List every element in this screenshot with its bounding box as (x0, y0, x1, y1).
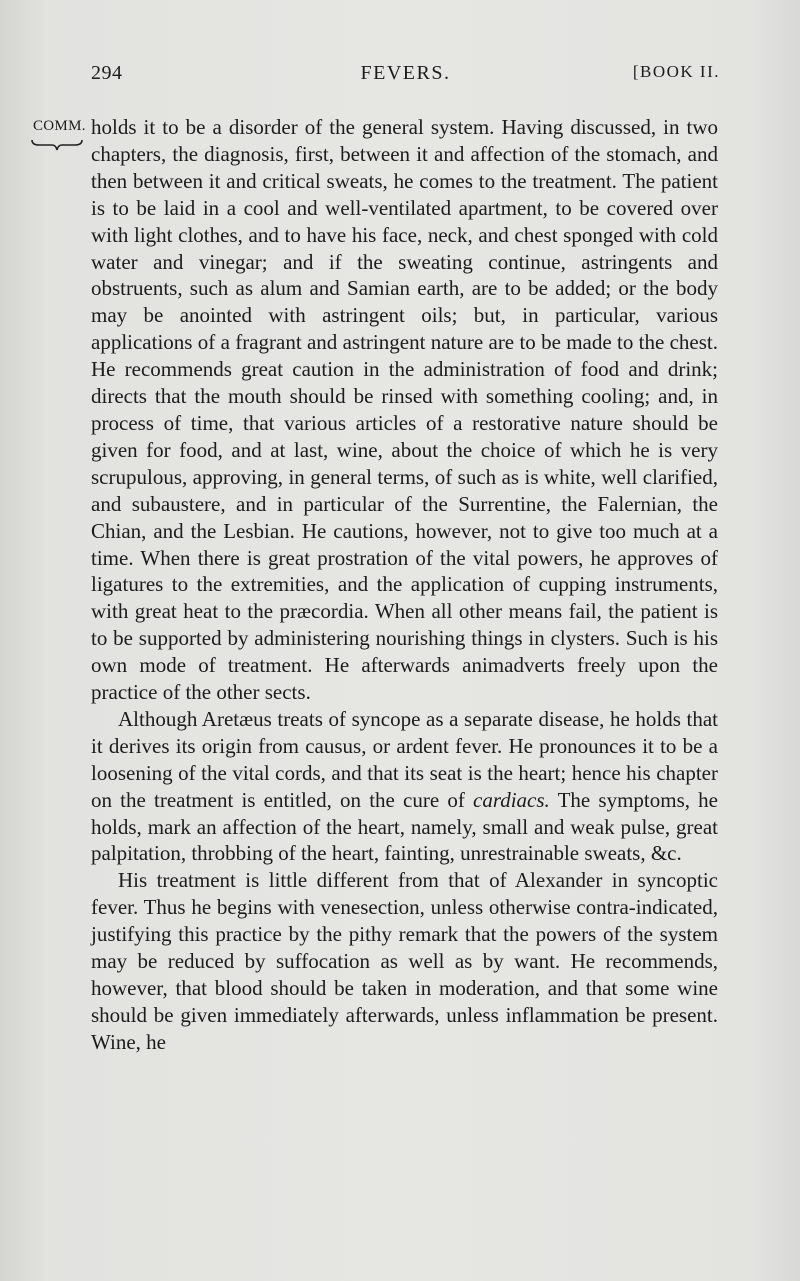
paragraph-2-italic-term: cardiacs. (473, 787, 550, 812)
paragraph-1-text: holds it to be a disorder of the general system. Having discussed, in two chapters, the diagnosis, first, between it and affection of the stomach, and then between it and critical sweats, he comes to the treatment. The patient is to be laid in a cool and well-ventilated apartment, to be covered over with light clothes, and to have his face, neck, and chest sponged with cold water and vinegar; and if the sweating continue, astringents and obstruents, such as alum and Samian earth, are to be added; or the body may be anointed with astringent oils; but, in particular, various applications of a fragrant and astringent nature are to be made to the chest. He recommends great caution in the administration of food and drink; directs that the mouth should be rinsed with something cooling; and, in process of time, that various articles of a restorative nature should be given for food, and at last, wine, about the choice of which he is very scrupulous, approving, in general terms, of such as is white, well clarified, and subaustere, and in particular of the Surrentine, the Falernian, the Chian, and the Lesbian. He cautions, however, not to give too much at a time. When there is great prostration of the vital powers, he approves of ligatures to the extremities, and the application of cupping instruments, with great heat to the præcordia. When all other means fail, the patient is to be supported by administering nourishing things in clysters. Such is his own mode of treatment. He afterwards animadverts freely upon the practice of the other sects. (91, 115, 718, 705)
margin-brace-icon (31, 138, 83, 152)
running-head: FEVERS. (360, 62, 451, 84)
page-number: 294 (91, 62, 123, 84)
paragraph-2-text-end: The symptoms, he holds, mark an affection of the heart, namely, small and weak pulse, great palpitation, throbbing of the heart, fainting, unrestrainable sweats, &c. (91, 787, 718, 866)
paragraph-2-text-start: Although Aretæus treats of syncope as a separate disease, he holds that it derives its origin from causus, or ardent fever. He pronounces it to be a loosening of the vital cords, and that its seat is the heart; hence his chapter on the treatment is entitled, on the cure of (91, 706, 718, 812)
paragraph-3 (91, 867, 718, 1055)
paragraph-2 (91, 706, 718, 867)
book-reference: [BOOK II. (632, 62, 720, 81)
margin-note-commentary: COMM. (33, 118, 86, 134)
page-header (91, 62, 720, 92)
paragraph-3-text: His treatment is little different from that of Alexander in syncoptic fever. Thus he begins with venesection, unless otherwise contra-indicated, justifying this practice by the pithy remark that the powers of the system may be reduced by suffocation as well as by want. He recommends, however, that blood should be taken in moderation, and that some wine should be given immediately afterwards, unless inflammation be present. Wine, he (91, 868, 718, 1054)
paragraph-1 (91, 114, 718, 706)
body-text (91, 114, 718, 1056)
